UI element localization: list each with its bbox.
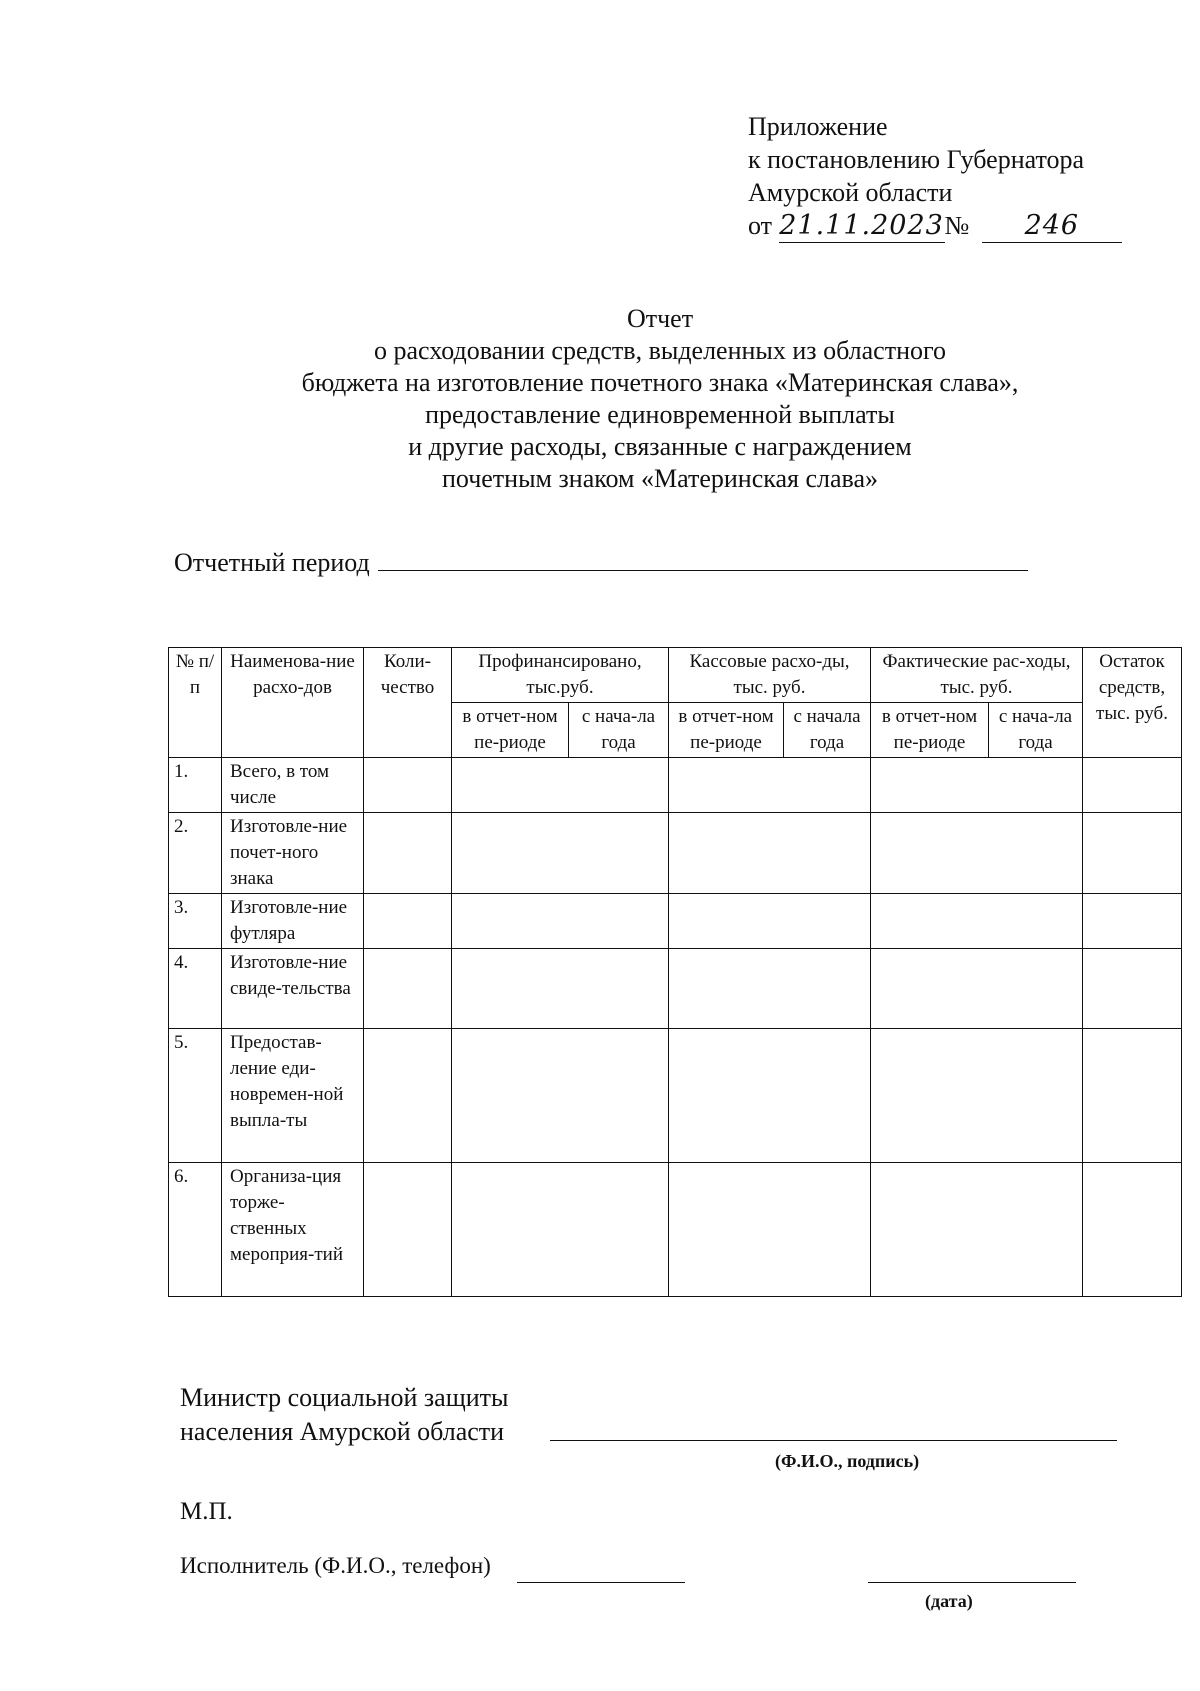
row-number: 5. bbox=[169, 1029, 222, 1163]
cash-cell[interactable] bbox=[669, 1029, 871, 1163]
cash-cell[interactable] bbox=[669, 813, 871, 894]
financed-cell[interactable] bbox=[452, 1029, 669, 1163]
appendix-region: Амурской области bbox=[748, 178, 953, 207]
table-row bbox=[169, 894, 1182, 949]
executor-line[interactable] bbox=[517, 1582, 685, 1583]
balance-cell[interactable] bbox=[1083, 813, 1182, 894]
balance-cell[interactable] bbox=[1083, 894, 1182, 949]
header-name: Наименова-ние расхо-дов bbox=[222, 648, 364, 758]
cash-cell[interactable] bbox=[669, 894, 871, 949]
report-title-line: и другие расходы, связанные с награждением bbox=[408, 432, 912, 461]
signer-organization: населения Амурской области bbox=[180, 1417, 505, 1446]
header-actual-period: в отчет-ном пе-риоде bbox=[871, 703, 989, 758]
date-prefix: от bbox=[748, 211, 773, 240]
header-financed-period: в отчет-ном пе-риоде bbox=[452, 703, 569, 758]
actual-cell[interactable] bbox=[871, 949, 1083, 1029]
balance-cell[interactable] bbox=[1083, 949, 1182, 1029]
table-row bbox=[169, 1163, 1182, 1297]
report-title-line: о расходовании средств, выделенных из областного bbox=[373, 336, 947, 365]
financed-cell[interactable] bbox=[452, 1163, 669, 1297]
header-balance: Остаток средств, тыс. руб. bbox=[1083, 648, 1182, 758]
actual-cell[interactable] bbox=[871, 1029, 1083, 1163]
cash-cell[interactable] bbox=[669, 758, 871, 813]
financed-cell[interactable] bbox=[452, 949, 669, 1029]
signer-position: Министр социальной защиты bbox=[180, 1383, 509, 1412]
header-cash: Кассовые расхо-ды, тыс. руб. bbox=[669, 648, 871, 703]
row-name: Изготовле-ние почет-ного знака bbox=[222, 813, 364, 894]
expense-report-table bbox=[168, 647, 1182, 1297]
row-number: 3. bbox=[169, 894, 222, 949]
date-caption: (дата) bbox=[925, 1591, 973, 1611]
qty-cell[interactable] bbox=[364, 894, 452, 949]
number-label: № bbox=[944, 211, 970, 240]
date-line[interactable] bbox=[868, 1582, 1076, 1583]
qty-cell[interactable] bbox=[364, 1029, 452, 1163]
row-name: Всего, в том числе bbox=[222, 758, 364, 813]
appendix-block bbox=[748, 110, 1122, 243]
actual-cell[interactable] bbox=[871, 813, 1083, 894]
financed-cell[interactable] bbox=[452, 894, 669, 949]
report-title-line: бюджета на изготовление почетного знака «Материнская слава», bbox=[301, 368, 1019, 397]
table-row bbox=[169, 813, 1182, 894]
balance-cell[interactable] bbox=[1083, 758, 1182, 813]
header-financed: Профинансировано, тыс.руб. bbox=[452, 648, 669, 703]
table-row bbox=[169, 758, 1182, 813]
row-number: 6. bbox=[169, 1163, 222, 1297]
handwritten-date: 21.11.2023 bbox=[779, 210, 944, 241]
header-actual: Фактические рас-ходы, тыс. руб. bbox=[871, 648, 1083, 703]
header-num: № п/п bbox=[169, 648, 222, 758]
signature-line[interactable] bbox=[550, 1440, 1117, 1441]
row-number: 4. bbox=[169, 949, 222, 1029]
report-title-line: почетным знаком «Материнская слава» bbox=[441, 464, 879, 493]
financed-cell[interactable] bbox=[452, 813, 669, 894]
report-title-line: предоставление единовременной выплаты bbox=[425, 400, 895, 429]
appendix-decree: к постановлению Губернатора bbox=[748, 145, 1085, 174]
header-cash-period: в отчет-ном пе-риоде bbox=[669, 703, 784, 758]
signature-caption: (Ф.И.О., подпись) bbox=[775, 1451, 920, 1471]
row-name: Организа-ция торже-ственных мероприя-тий bbox=[222, 1163, 364, 1297]
stamp-label: М.П. bbox=[180, 1498, 233, 1525]
balance-cell[interactable] bbox=[1083, 1029, 1182, 1163]
signer-block bbox=[180, 1381, 508, 1449]
row-number: 2. bbox=[169, 813, 222, 894]
header-financed-year: с нача-ла года bbox=[569, 703, 669, 758]
qty-cell[interactable] bbox=[364, 758, 452, 813]
handwritten-number: 246 bbox=[982, 209, 1122, 243]
executor-label: Исполнитель (Ф.И.О., телефон) bbox=[180, 1553, 491, 1578]
row-name: Изготовле-ние футляра bbox=[222, 894, 364, 949]
header-qty: Коли-чество bbox=[364, 648, 452, 758]
header-actual-year: с нача-ла года bbox=[989, 703, 1083, 758]
appendix-date-line bbox=[748, 209, 1122, 243]
report-title bbox=[160, 303, 1160, 495]
table-row bbox=[169, 1029, 1182, 1163]
table-row bbox=[169, 949, 1182, 1029]
cash-cell[interactable] bbox=[669, 949, 871, 1029]
row-name: Изготовле-ние свиде-тельства bbox=[222, 949, 364, 1029]
header-cash-year: с начала года bbox=[784, 703, 871, 758]
period-label: Отчетный период bbox=[174, 548, 370, 577]
reporting-period bbox=[174, 546, 1028, 578]
qty-cell[interactable] bbox=[364, 1163, 452, 1297]
actual-cell[interactable] bbox=[871, 894, 1083, 949]
period-blank-field[interactable] bbox=[378, 546, 1028, 571]
report-title-heading: Отчет bbox=[626, 304, 694, 333]
balance-cell[interactable] bbox=[1083, 1163, 1182, 1297]
appendix-title: Приложение bbox=[748, 112, 888, 141]
qty-cell[interactable] bbox=[364, 813, 452, 894]
cash-cell[interactable] bbox=[669, 1163, 871, 1297]
qty-cell[interactable] bbox=[364, 949, 452, 1029]
financed-cell[interactable] bbox=[452, 758, 669, 813]
actual-cell[interactable] bbox=[871, 1163, 1083, 1297]
actual-cell[interactable] bbox=[871, 758, 1083, 813]
row-name: Предостав-ление еди-новремен-ной выпла-ты bbox=[222, 1029, 364, 1163]
row-number: 1. bbox=[169, 758, 222, 813]
